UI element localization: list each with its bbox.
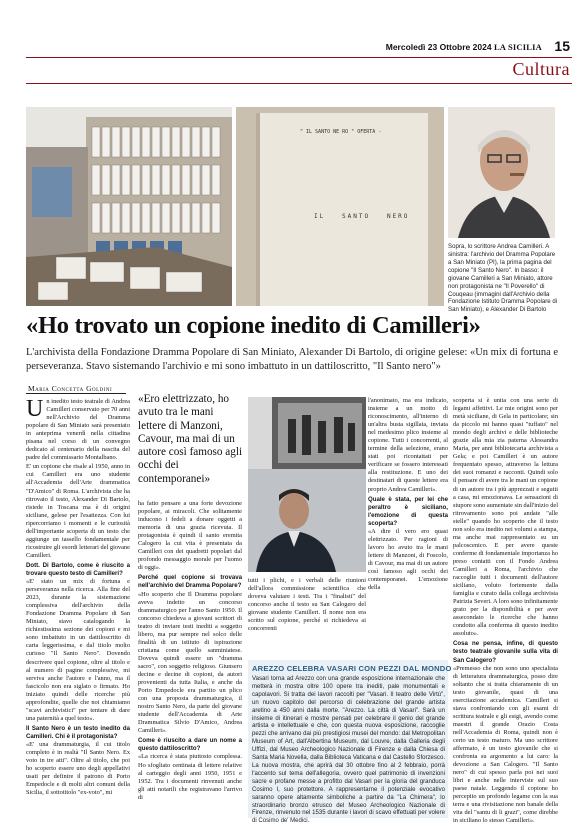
interview-answer: «Premesso che non sono uno specialista di letteratura drammaturgica, posso dire soltanto che si tratta chiaramente di un testo giovanile, quasi di una esercitazione accademica. Camilleri si stava confrontando con gli esami di scrittura teatrale e gli esigi, avendo come maestri il grande Orazio Costa nell'Accademia di Roma, quindi non è certo un testo maturo. Ma uno scrittore affermato, è un testo giovanile che si confronta su argomento a lui caro: la devozione a San Calogero. "Il Santo nero" di cui spesso parla poi nei suoi libri e anche nelle interviste sul suo paese natale. Leggendo il copione ho percepito un profondo legame con la sua terra e una rivisitazione non banale della vita del "santu di li grazi", come direbbe in siciliano lo stesso Camilleri».: [453, 664, 558, 825]
young-camilleri-photo: [248, 397, 366, 572]
interview-question: Il Santo Nero è un testo inedito da Camilleri. Chi è il protagonista?: [26, 724, 130, 740]
manuscript-photo: [236, 107, 444, 306]
article-column-2: [138, 500, 242, 818]
newspaper-brand: LA SICILIA: [493, 42, 542, 52]
interview-question: Quale è stata, per lei che peraltro è siciliano, l'emozione di questa scoperta?: [368, 495, 448, 527]
subheadline: L'archivista della Fondazione Dramma Popolare di San Miniato, Alexander Di Bartolo, di origine gelese: «Un mix di fortuna e perseveranza. Stavo sistemando l'archivio e mi sono imbattuto in un dattiloscritto, "Il Santo nero"»: [26, 347, 559, 373]
manuscript-header: " IL SANTO NE RO " OFERTA -: [300, 129, 382, 135]
article-paragraph: n inedito testo teatrale di Andrea Camilleri conservato per 70 anni nell'Archivio del Dramma popolare di San Miniato sarà presentato in anteprima venerdì nella cittadina pisana nel corso di un convegno dedicato al centenario della nascita del padre del commissario Montalbano.: [26, 398, 130, 462]
manuscript-title: IL SANTO NERO: [314, 213, 410, 220]
masthead: [0, 0, 580, 79]
camilleri-portrait: [448, 107, 555, 238]
interview-question: Dott. Di Bartolo, come è riuscito a trovare questo testo di Camilleri?: [26, 561, 130, 577]
issue-date: Mercoledì 23 Ottobre 2024: [385, 42, 492, 52]
photo-caption: Sopra, lo scrittore Andrea Camilleri. A sinistra: l'archivio del Dramma Popolare a San Miniato (PI), la prima pagina del copione "Il Santo Nero". In basso: il giovane Camilleri a San Miniato, attore non protagonista ne "Il Poverello" di Couqeau (immagini dall'Archivio della Fondazione Istituto Dramma Popolare di San Miniato), e Alexander Di Bartolo: [448, 243, 558, 314]
article-paragraph: tutti i plichi, e i verbali delle riunioni dell'allora commissione scientifica che doveva valutare i testi. Tra i "finalisti" del concorso anche il testo su San Calogero del giovane studente Camilleri. Il nome non era scritto sul copione, perché si richiedeva ai concorrenti: [248, 577, 366, 633]
article-column-5: [453, 397, 559, 825]
pull-quote: «Ero elettrizzato, ho avuto tra le mani lettere di Manzoni, Cavour, ma mai di un autore così famoso agli occhi dei contemporanei»: [138, 393, 243, 485]
archive-photo: [26, 107, 232, 306]
headline: «Ho trovato un copione inedito di Camilleri»: [26, 312, 481, 339]
byline-rule: [26, 393, 126, 394]
interview-question: Perché quel copione si trovava nell'archivio del Dramma Popolare?: [138, 574, 242, 590]
sidebar-box-body: Vasari torna ad Arezzo con una grande esposizione internazionale che metterà in mostra oltre 100 opere tra inediti, pale monumentali e capolavori. Si tratta dei lavori raccolti per "Vasari. Il teatro delle Virtù", un nuovo capitolo del percorso di celebrazione del grande artista aretino a 450 anni dalla morte. "Arezzo. La città di Vasari". Sarà un insieme di itinerari e mostre pensati per celebrare il genio del grande artista e intellettuale e che, con questa nuova esposizione, raccoglie pezzi che arrivano dai più prestigiosi musei del mondo: dal Metropolitan Museum of Art, dall'Albertina Museum, dal Louvre, dalla Galleria degli Uffizi, dal Museo Archeologico Nazionale di Firenze e dalla Chiesa di Santa Maria Novella, dalla Biblioteca Vaticana e dal Castello Sforzesco. La nuova mostra, che aprirà dal 30 ottobre fino al 2 febbraio, porrà l'accento sul tema dell'allegoria, ovvero quel patrimonio di invenzioni sacre e profane messe a profitto dal Vasari per la gloria del granduca Cosimo I, suo protettore. A rappresentarne il potenziale evocativo saranno opere altamente simboliche a partire da "La Chimera", lo straordinario bronzo etrusco del Museo Archeologico Nazionale di Firenze, rinvenuto nel 1535 durante i lavori di scavo effettuati per volere di Cosimo de' Medici.: [252, 676, 445, 825]
article-paragraph: E' un copione che risale al 1950, anno in cui Camilleri era uno studente all'Accademia dell'Arte drammatica "D'Amico" di Roma. L'archivista che ha ritrovato il testo, Alexander Di Bartolo, risiede in Toscana ma è di origini siciliane, gelese per l'esattezza. Con lui ripercorriamo i momenti e le curiosità dell'importante scoperta di un testo che aggiunge un tassello fondamentale per ricostruire gli esordi letterari del giovane Camilleri.: [26, 463, 130, 559]
sidebar-box-title: AREZZO CELEBRA VASARI CON PEZZI DAL MONDO: [252, 664, 452, 673]
interview-answer: «Ho scoperto che Il Dramma popolare aveva indetto un concorso drammaturgico per l'anno Santo 1950. Il concorso chiedeva a giovani scrittori di teatro di inviare testi inediti a soggetto libero, ma pur sempre nel solco delle finalità di un istituto di ispirazione cristiana come quello sanminiatese. Doveva quindi essere un "dramma sacro", con soggetto religioso. Giunsero decine e decine di copioni, da autori provenienti da tutta Italia, e anche da Porto Empedocle era partito un plico con una proposta drammaturgica, il nostro Santo Nero, da parte del giovane studente dell'Accademia di Arte Drammatica Silvio D'Amico, Andrea Camilleri».: [138, 590, 242, 735]
byline: Maria Concetta Goldini: [28, 384, 113, 393]
masthead-date-line: [386, 42, 542, 52]
article-paragraph: ha fatto pensare a una forte devozione popolare, ai miracoli. Che solitamente inducono i fedeli a donare oggetti a memoria di una grazia ricevuta. Il protagonista è quindi il santo eremita Calogero la cui vita è presentata da Camilleri con dei quadretti popolari dal profondo messaggio morale per l'uomo di oggi».: [138, 500, 242, 572]
masthead-rule: [26, 57, 572, 58]
article-paragraph: l'anonimato, ma era indicato, insieme a un motto di riconoscimento, all'interno di un'altra busta sigillata, inviata nel medesimo plico insieme al copione. Tutti i concorrenti, al termine della selezione, erano stati poi ricontattati per verificare se fossero interessati alla restituzione. E uno dei destinatari di queste lettere era proprio Andrea Camilleri».: [368, 397, 448, 493]
article-column-1: [26, 398, 130, 818]
interview-answer: «A dire il vero ero quasi elettrizzato. Per ragioni di lavoro ho avuto tra le mani lettere di Manzoni, di Foscolo, di Cavour, ma mai di un autore così famoso agli occhi dei contemporanei. L'emozione della: [368, 527, 448, 592]
section-rule: [26, 83, 572, 84]
interview-question: Cosa ne pensa, infine, di questo testo teatrale giovanile sulla vita di San Calogero?: [453, 640, 558, 664]
article-paragraph: scoperta si è unita con una serie di legami affettivi. Le mie origini sono per metà siciliane, di Gela in particolare; sin da piccolo mi hanno quasi "tuffato" nel mondo degli archivi e delle biblioteche grazie alla mia zia paterna Alessandra Maria, per anni bibliotecaria archivista a Gela; e poi Camilleri è un autore frequentato spesso, attraverso la lettura dei suoi romanzi e racconti. Quindi solo il pensare di avere tra le mani un copione di un autore tra i più apprezzati e seguiti a casa, mi emozionava. Le sensazioni di stupore sono aumentate sin dall'inizio del ritrovamento sono poi andate "alle stelle" quando ho scoperto che il testo non solo era inedito nei volumi a stampa, ma anche mai rappresentato su un palcoscenico. E per avere queste conferme di fondamentale importanza ho preso contatti con il Fondo Andrea Camilleri a Roma, l'archivio che raccoglie tutti i documenti dell'autore siciliano, voluto fortemente dalla famiglia e curato dalla collega archivista Patrizia Severi. A loro sono infinitamente grato per la disponibilità e per aver assecondato le ricerche che hanno condotto alla conferma di questo inedito assoluto».: [453, 397, 559, 638]
interview-answer: «La ricerca è stata piuttosto complessa. Ho sfogliato centinaia di lettere relative al carteggio degli anni 1950, 1951 e 1952. Tra i documenti rinvenuti anche gli atti notarili che registravano l'arrivo di: [138, 753, 242, 801]
article-column-3a: [248, 577, 366, 655]
interview-question: Come è riuscito a dare un nome a questo dattiloscritto?: [138, 737, 242, 753]
drop-cap: U: [26, 396, 44, 422]
page-number: 15: [554, 38, 570, 54]
section-title: Cultura: [512, 59, 570, 79]
article-column-4: [368, 397, 448, 655]
interview-answer: «E' stato un mix di fortuna e perseveranza nella ricerca. Alla fine del 2023, durante la sistemazione complessiva dell'archivio della Fondazione Dramma Popolare di San Miniato, stavo catalogando la richiestissima sezione dei copioni e mi sono imbattuto in un dattiloscritto di carta leggerissima, e dal titolo molto curioso "Il Santo Nero". Dovendo descrivere quel copione, oltre al titolo e al numero di pagine complessive, mi serviva anche l'autore e l'anno, ma il fascicolo non era siglato o firmato. Ho iniziato quindi delle ricerche più approfondite, quelle che noi chiamiamo "scavi archivistici" per tentare di dare una paternità a quel testo».: [26, 578, 130, 722]
interview-answer: «E' una drammaturgia, il cui titolo completo è in realtà "Il Santo Nero. Ex voto in tre atti". Oltre al titolo, che poi ho scoperto essere uno degli appellativi usati per definire il patrono di Porto Empedocle e di molti altri comuni della Sicilia, il sottotitolo "ex-voto", mi: [26, 740, 130, 797]
